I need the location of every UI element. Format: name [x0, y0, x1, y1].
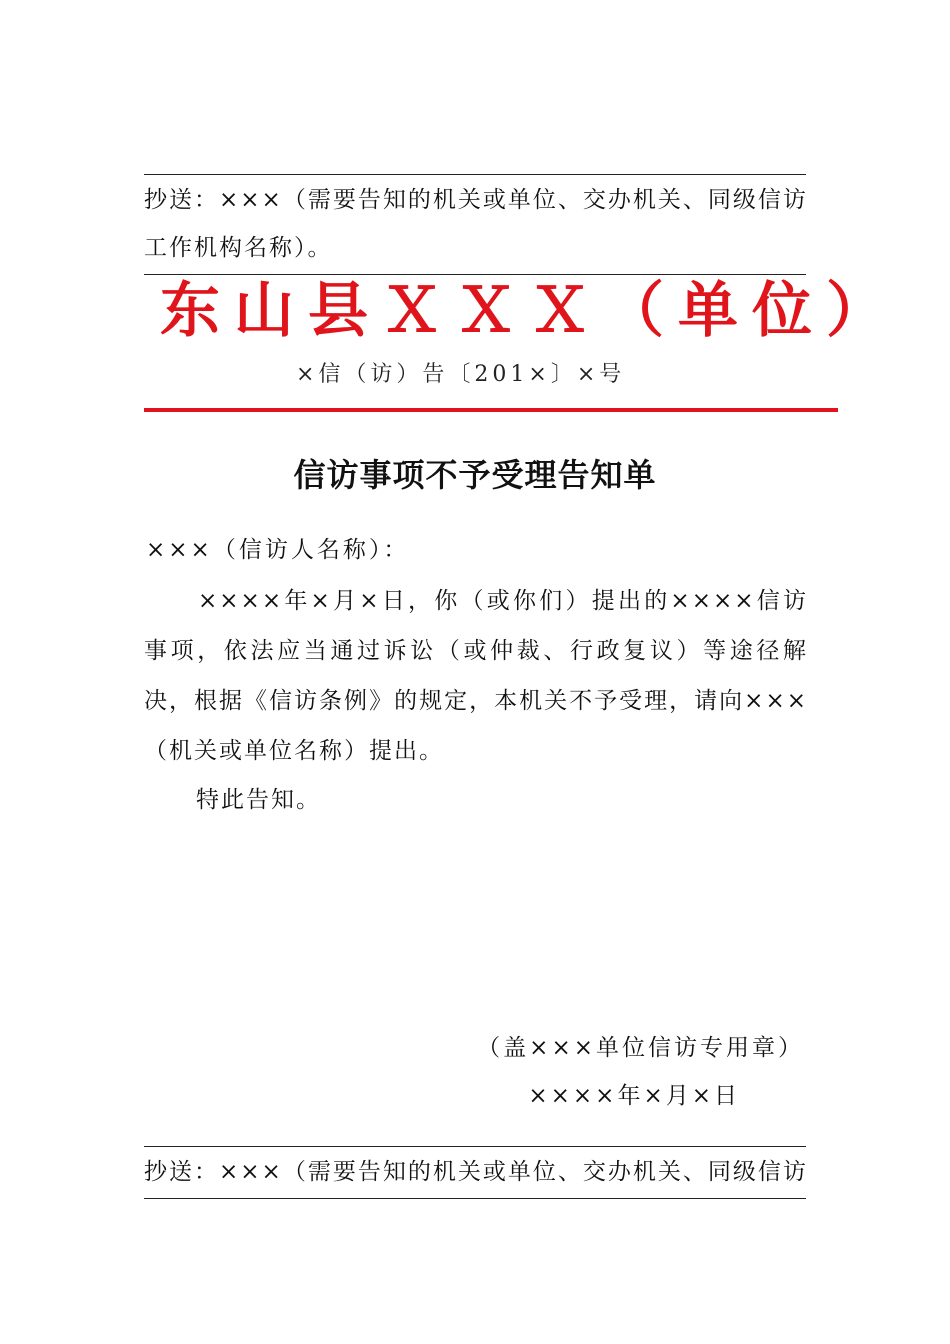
cc-block-top — [144, 176, 808, 272]
cc-bottom-rule — [144, 274, 806, 275]
cc-line-2: 工作机构名称）。 — [144, 235, 333, 261]
cc-bottom-line-1: 抄送：×××（需要告知的机关或单位、交办机关、同级信访 — [144, 1159, 808, 1185]
letterhead-org-name: 东山县ＸＸＸ（单位） — [160, 276, 900, 346]
closing-phrase: 特此告知。 — [196, 787, 321, 813]
cc-top-rule — [144, 174, 806, 175]
document-number: ×信（访）告〔201×〕×号 — [296, 362, 626, 387]
signature-date: ××××年×月×日 — [528, 1083, 740, 1109]
document-title: 信访事项不予受理告知单 — [293, 456, 657, 494]
cc-block-bottom — [144, 1148, 808, 1196]
body-paragraph: ××××年×月×日，你（或你们）提出的××××信访事项，依法应当通过诉讼（或仲裁、行政复议）等途径解决，根据《信访条例》的规定，本机关不予受理，请向×××（机关或单位名称）提出。 — [144, 588, 808, 764]
cc-bottom-top-rule — [144, 1146, 806, 1147]
seal-note: （盖×××单位信访专用章） — [477, 1035, 804, 1061]
salutation: ×××（信访人名称）： — [146, 537, 410, 563]
letterhead-red-rule — [144, 408, 838, 412]
cc-line-1: 抄送：×××（需要告知的机关或单位、交办机关、同级信访 — [144, 187, 808, 213]
cc-bottom-bottom-rule — [144, 1198, 806, 1199]
